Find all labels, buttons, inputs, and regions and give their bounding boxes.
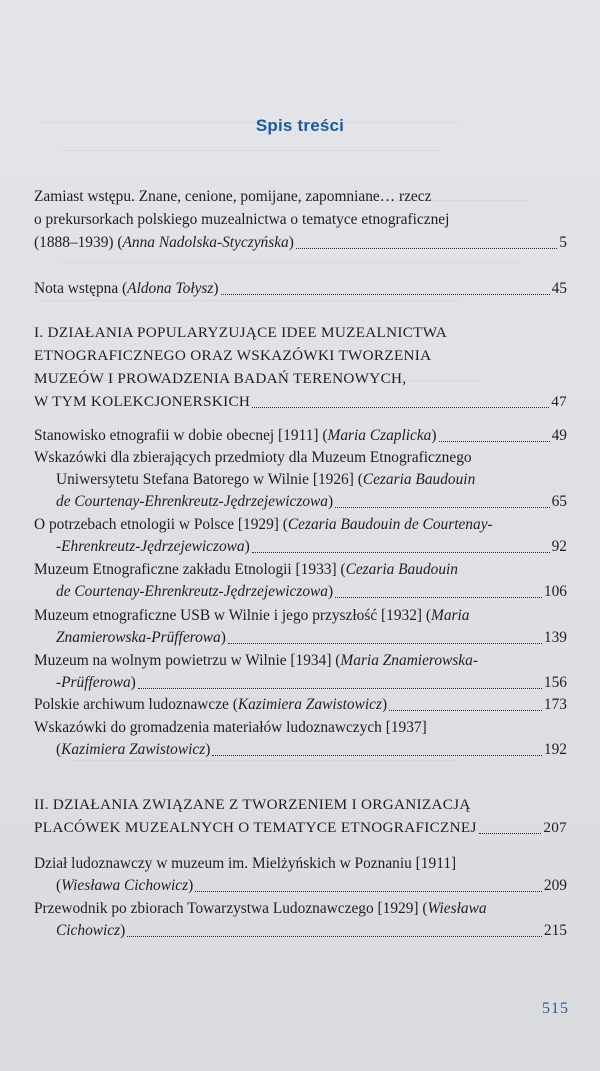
dot-leader	[221, 278, 550, 300]
entry-text: )	[188, 877, 194, 894]
toc-entry-poznan-museum-line2	[56, 875, 567, 897]
toc-entry-poznan-museum-line1: Dział ludoznawczy w muzeum im. Mielżyńskich w Poznaniu [1911]	[34, 855, 457, 872]
entry-text: Muzeum Etnograficzne zakładu Etnologii [1933] (	[34, 561, 346, 578]
toc-entry-czaplicka	[34, 425, 567, 447]
entry-text: )	[381, 696, 388, 713]
entry-author: Wiesława Cichowicz	[61, 877, 189, 894]
section-1-heading-line3: MUZEÓW I PROWADZENIA BADAŃ TERENOWYCH,	[34, 370, 407, 387]
toc-entry-guidelines-line3	[56, 491, 567, 513]
entry-text: )	[327, 583, 334, 600]
toc-entry-ethnographic-museum-line1	[34, 559, 567, 581]
entry-text: (1888–1939) (	[34, 234, 123, 251]
entry-text: )	[288, 234, 294, 251]
page-ref: 156	[543, 674, 567, 691]
page-ref: 49	[551, 427, 567, 444]
entry-author: Maria Znamierowska-	[340, 652, 478, 669]
entry-text: (	[56, 741, 62, 758]
dot-leader	[389, 694, 542, 716]
entry-text: Muzeum na wolnym powietrzu w Wilnie [1934] (	[34, 652, 341, 669]
page-number: 515	[542, 1000, 569, 1017]
toc-entry-folk-archive	[34, 694, 567, 716]
entry-text: )	[213, 280, 219, 297]
entry-text: W TYM KOLEKCJONERSKICH	[34, 393, 251, 410]
toc-entry-note	[34, 278, 567, 300]
entry-author: Kazimiera Zawistowicz	[237, 696, 382, 713]
dot-leader	[252, 391, 549, 413]
entry-text: Uniwersytetu Stefana Batorego w Wilnie [1926] (	[56, 471, 363, 488]
entry-text: )	[220, 629, 226, 646]
toc-entry-open-air-museum-line2	[56, 672, 567, 694]
entry-text: Polskie archiwum ludoznawcze (	[34, 696, 238, 713]
entry-text: Stanowisko etnografii w dobie obecnej [1911] (	[34, 427, 328, 444]
page-ref: 209	[543, 877, 567, 894]
page-ref: 207	[543, 819, 567, 836]
dot-leader	[296, 232, 557, 254]
dot-leader	[479, 817, 542, 839]
entry-text: Nota wstępna (	[34, 280, 128, 297]
page-ref: 92	[551, 538, 567, 555]
toc-entry-ethnology-needs-line1	[34, 514, 567, 536]
toc-entry-collecting-guidelines-line2	[56, 739, 567, 761]
entry-text: )	[431, 427, 437, 444]
page-ref: 45	[551, 280, 567, 297]
entry-author: Cichowicz	[56, 922, 121, 939]
toc-title: Spis treści	[255, 116, 345, 135]
entry-author: de Courtenay-Ehrenkreutz-Jędrzejewiczowa	[56, 583, 328, 600]
toc-entry-society-guide-line1	[34, 898, 567, 920]
section-1-heading-line2: ETNOGRAFICZNEGO ORAZ WSKAZÓWKI TWORZENIA	[34, 347, 432, 364]
dot-leader	[212, 739, 542, 761]
entry-author: Maria Czaplicka	[327, 427, 432, 444]
page-ref: 106	[543, 583, 567, 600]
entry-text: Przewodnik po zbiorach Towarzystwa Ludoznawczego [1929] (	[34, 900, 428, 917]
toc-entry-introduction-line2: o prekursorkach polskiego muzealnictwa o tematyce etnograficznej	[34, 211, 450, 228]
dot-leader	[335, 581, 542, 603]
entry-text: O potrzebach etnologii w Polsce [1929] (	[34, 516, 288, 533]
toc-entry-introduction-line1: Zamiast wstępu. Znane, cenione, pomijane, zapomniane… rzecz	[34, 188, 432, 205]
section-2-heading-line1: II. DZIAŁANIA ZWIĄZANE Z TWORZENIEM I ORGANIZACJĄ	[34, 796, 471, 813]
toc-entry-introduction-line3	[34, 232, 567, 254]
entry-text: )	[120, 922, 126, 939]
entry-author: Wiesława	[427, 900, 487, 917]
toc-entry-society-guide-line2	[56, 920, 567, 942]
section-1-heading-line4	[34, 391, 567, 413]
dot-leader	[439, 425, 550, 447]
entry-author: -Ehrenkreutz-Jędrzejewiczowa	[56, 538, 245, 555]
entry-author: -Prüfferowa	[56, 674, 131, 691]
entry-text: )	[244, 538, 250, 555]
section-1-heading-line1: I. DZIAŁANIA POPULARYZUJĄCE IDEE MUZEALNICTWA	[34, 324, 447, 341]
section-2-heading-line2	[34, 817, 567, 839]
page-ref: 215	[543, 922, 567, 939]
page-ref: 65	[551, 493, 567, 510]
entry-author: Cezaria Baudouin de Courtenay-	[287, 516, 493, 533]
entry-author: Znamierowska-Prüfferowa	[56, 629, 221, 646]
dot-leader	[195, 875, 542, 897]
toc-entry-usb-museum-line1	[34, 605, 567, 627]
entry-author: Maria	[431, 607, 470, 624]
entry-author: Anna Nadolska-Styczyńska	[122, 234, 289, 251]
page-ref: 192	[543, 741, 567, 758]
toc-entry-usb-museum-line2	[56, 627, 567, 649]
entry-author: Cezaria Baudouin	[362, 471, 476, 488]
page-ref: 139	[543, 629, 567, 646]
dot-leader	[127, 920, 542, 942]
entry-text: (	[56, 877, 62, 894]
entry-text: Muzeum etnograficzne USB w Wilnie i jego przyszłość [1932] (	[34, 607, 432, 624]
page-ref: 173	[543, 696, 567, 713]
entry-author: Kazimiera Zawistowicz	[61, 741, 206, 758]
dot-leader	[138, 672, 542, 694]
dot-leader	[252, 536, 550, 558]
page-ref: 5	[559, 234, 567, 251]
dot-leader	[335, 491, 549, 513]
entry-text: )	[205, 741, 211, 758]
toc-entry-ethnology-needs-line2	[56, 536, 567, 558]
toc-entry-guidelines-line1: Wskazówki dla zbierających przedmioty dla Muzeum Etnograficznego	[34, 449, 472, 466]
toc-entry-open-air-museum-line1	[34, 650, 567, 672]
page-ref: 47	[551, 393, 567, 410]
entry-text: )	[130, 674, 136, 691]
dot-leader	[228, 627, 542, 649]
toc-entry-ethnographic-museum-line2	[56, 581, 567, 603]
entry-author: de Courtenay-Ehrenkreutz-Jędrzejewiczowa	[56, 493, 328, 510]
entry-text: )	[327, 493, 334, 510]
entry-author: Aldona Tołysz	[127, 280, 214, 297]
entry-text: PLACÓWEK MUZEALNYCH O TEMATYCE ETNOGRAFICZNEJ	[34, 819, 477, 836]
toc-entry-collecting-guidelines-line1: Wskazówki do gromadzenia materiałów ludoznawczych [1937]	[34, 719, 427, 736]
entry-author: Cezaria Baudouin	[345, 561, 459, 578]
toc-entry-guidelines-line2	[56, 469, 567, 491]
